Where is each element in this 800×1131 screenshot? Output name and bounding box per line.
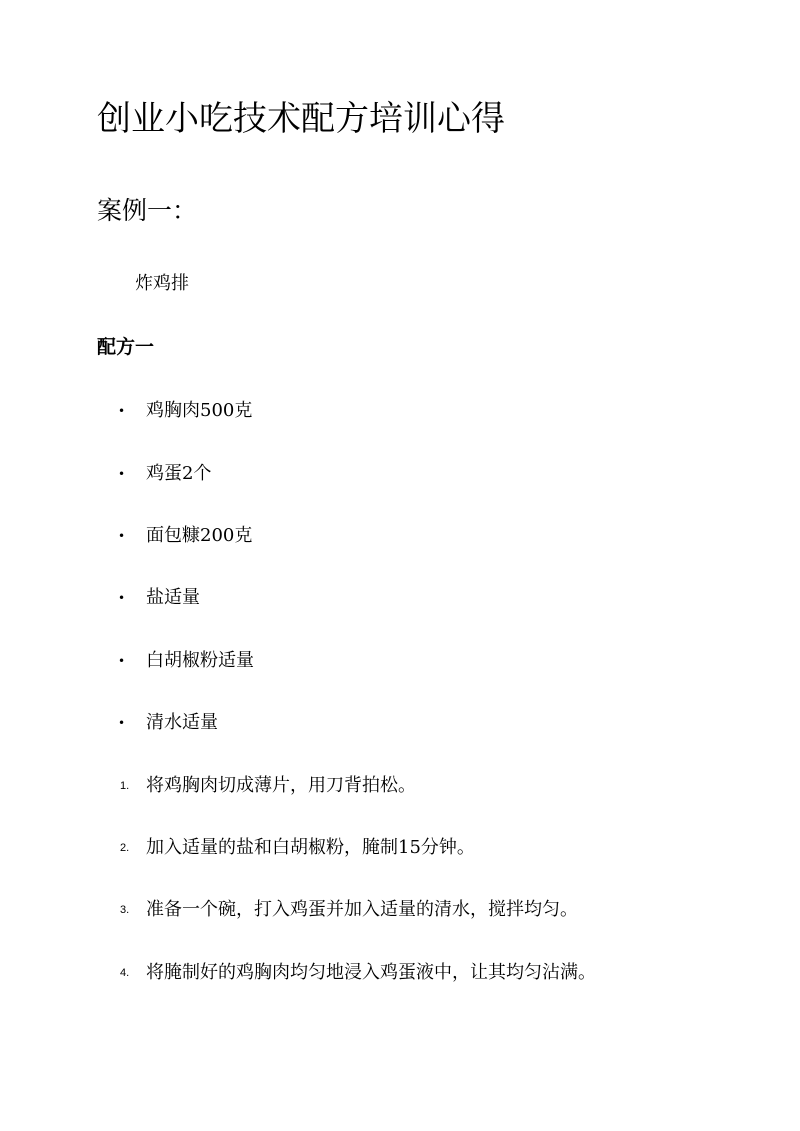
bullet-icon: • xyxy=(118,716,126,730)
step-number: 2. xyxy=(120,842,130,854)
step-text: 将腌制好的鸡胸肉均匀地浸入鸡蛋液中，让其均匀沾满。 xyxy=(146,962,596,983)
bullet-icon: • xyxy=(118,591,126,605)
bullet-icon: • xyxy=(118,404,126,418)
ingredient-text: 白胡椒粉适量 xyxy=(146,650,254,671)
step-text: 加入适量的盐和白胡椒粉，腌制15分钟。 xyxy=(146,837,475,858)
ingredient-item xyxy=(118,584,718,612)
ingredient-text: 面包糠200克 xyxy=(146,525,253,546)
ingredient-text: 盐适量 xyxy=(146,587,200,608)
ingredient-item xyxy=(118,397,718,425)
step-text: 将鸡胸肉切成薄片，用刀背拍松。 xyxy=(146,775,416,796)
bullet-icon: • xyxy=(118,654,126,668)
step-number: 1. xyxy=(120,780,130,792)
step-text: 准备一个碗，打入鸡蛋并加入适量的清水，搅拌均匀。 xyxy=(146,899,578,920)
formula-heading: 配方一 xyxy=(97,336,155,358)
ingredient-item xyxy=(118,522,718,550)
step-number: 4. xyxy=(120,967,130,979)
ingredient-text: 清水适量 xyxy=(146,712,218,733)
ingredient-item xyxy=(118,460,718,488)
step-item xyxy=(120,834,720,862)
bullet-icon: • xyxy=(118,529,126,543)
ingredient-item xyxy=(118,709,718,737)
ingredient-text: 鸡蛋2个 xyxy=(146,463,212,484)
step-number: 3. xyxy=(120,904,130,916)
dish-name: 炸鸡排 xyxy=(135,273,189,294)
step-item xyxy=(120,896,720,924)
page-title: 创业小吃技术配方培训心得 xyxy=(97,99,505,139)
ingredient-text: 鸡胸肉500克 xyxy=(146,400,253,421)
step-item xyxy=(120,772,720,800)
bullet-icon: • xyxy=(118,467,126,481)
step-item xyxy=(120,959,720,987)
case-heading: 案例一： xyxy=(97,196,198,225)
ingredient-item xyxy=(118,647,718,675)
